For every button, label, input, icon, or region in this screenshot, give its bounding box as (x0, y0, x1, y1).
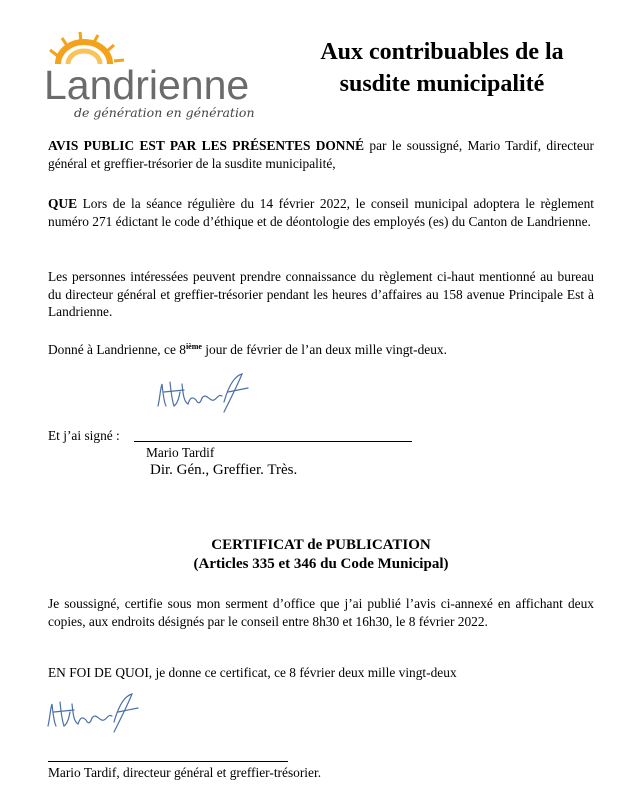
done-text-post: jour de février de l’an deux mille vingt-deux. (201, 342, 447, 357)
signer-name: Mario Tardif (146, 445, 215, 460)
landrienne-logo (40, 30, 265, 130)
que-paragraph (48, 195, 594, 230)
certificate-body: Je soussigné, certifie sous mon serment d’office que j’ai publié l’avis ci-annexé en affichant deux copies, aux endroits désignés par le conseil entre 8h30 et 16h30, le 8 février 2022. (48, 596, 594, 629)
done-superscript: ième (185, 342, 202, 351)
signature-line (134, 441, 412, 442)
handwritten-signature (42, 688, 152, 738)
signed-line (48, 428, 120, 444)
done-paragraph (48, 341, 594, 359)
signed-label: Et j’ai signé : (48, 428, 120, 443)
intro-text: par le soussigné, Mario Tardif, directeur général et greffier-trésorier de la susdite municipalité, (48, 138, 594, 171)
title-line-1: Aux contribuables de la (320, 39, 564, 65)
logo-wordmark: Landrienne (44, 62, 250, 108)
signer-title: Dir. Gén., Greffier. Très. (150, 462, 298, 478)
que-bold: QUE (48, 196, 78, 211)
footer-signer: Mario Tardif, directeur général et greffier-trésorier. (48, 765, 322, 780)
page-title (262, 36, 622, 100)
intro-paragraph (48, 137, 594, 172)
footer-signature-line (48, 761, 288, 762)
intro-bold: AVIS PUBLIC EST PAR LES PRÉSENTES DONNÉ (48, 138, 365, 153)
title-line-2: susdite municipalité (339, 71, 545, 97)
handwritten-signature (152, 368, 262, 418)
persons-paragraph: Les personnes intéressées peuvent prendre connaissance du règlement ci-haut mentionné au bureau du directeur général et greffier-trésorier pendant les heures d’affaires au 158 avenue Principale Est à Landrienne. (48, 269, 594, 319)
en-foi-paragraph: EN FOI DE QUOI, je donne ce certificat, ce 8 février deux mille vingt-deux (48, 665, 457, 680)
certificate-title: CERTIFICAT de PUBLICATION (211, 537, 431, 553)
certificate-subtitle: (Articles 335 et 346 du Code Municipal) (193, 556, 449, 572)
certificate-heading (48, 536, 594, 574)
logo-tagline: de génération en génération (74, 105, 255, 120)
done-text-pre: Donné à Landrienne, ce 8 (48, 342, 186, 357)
que-text: Lors de la séance régulière du 14 février 2022, le conseil municipal adoptera le règlement numéro 271 édictant le code d’éthique et de déontologie des employés (es) du Canton de Landrienne. (48, 196, 594, 229)
